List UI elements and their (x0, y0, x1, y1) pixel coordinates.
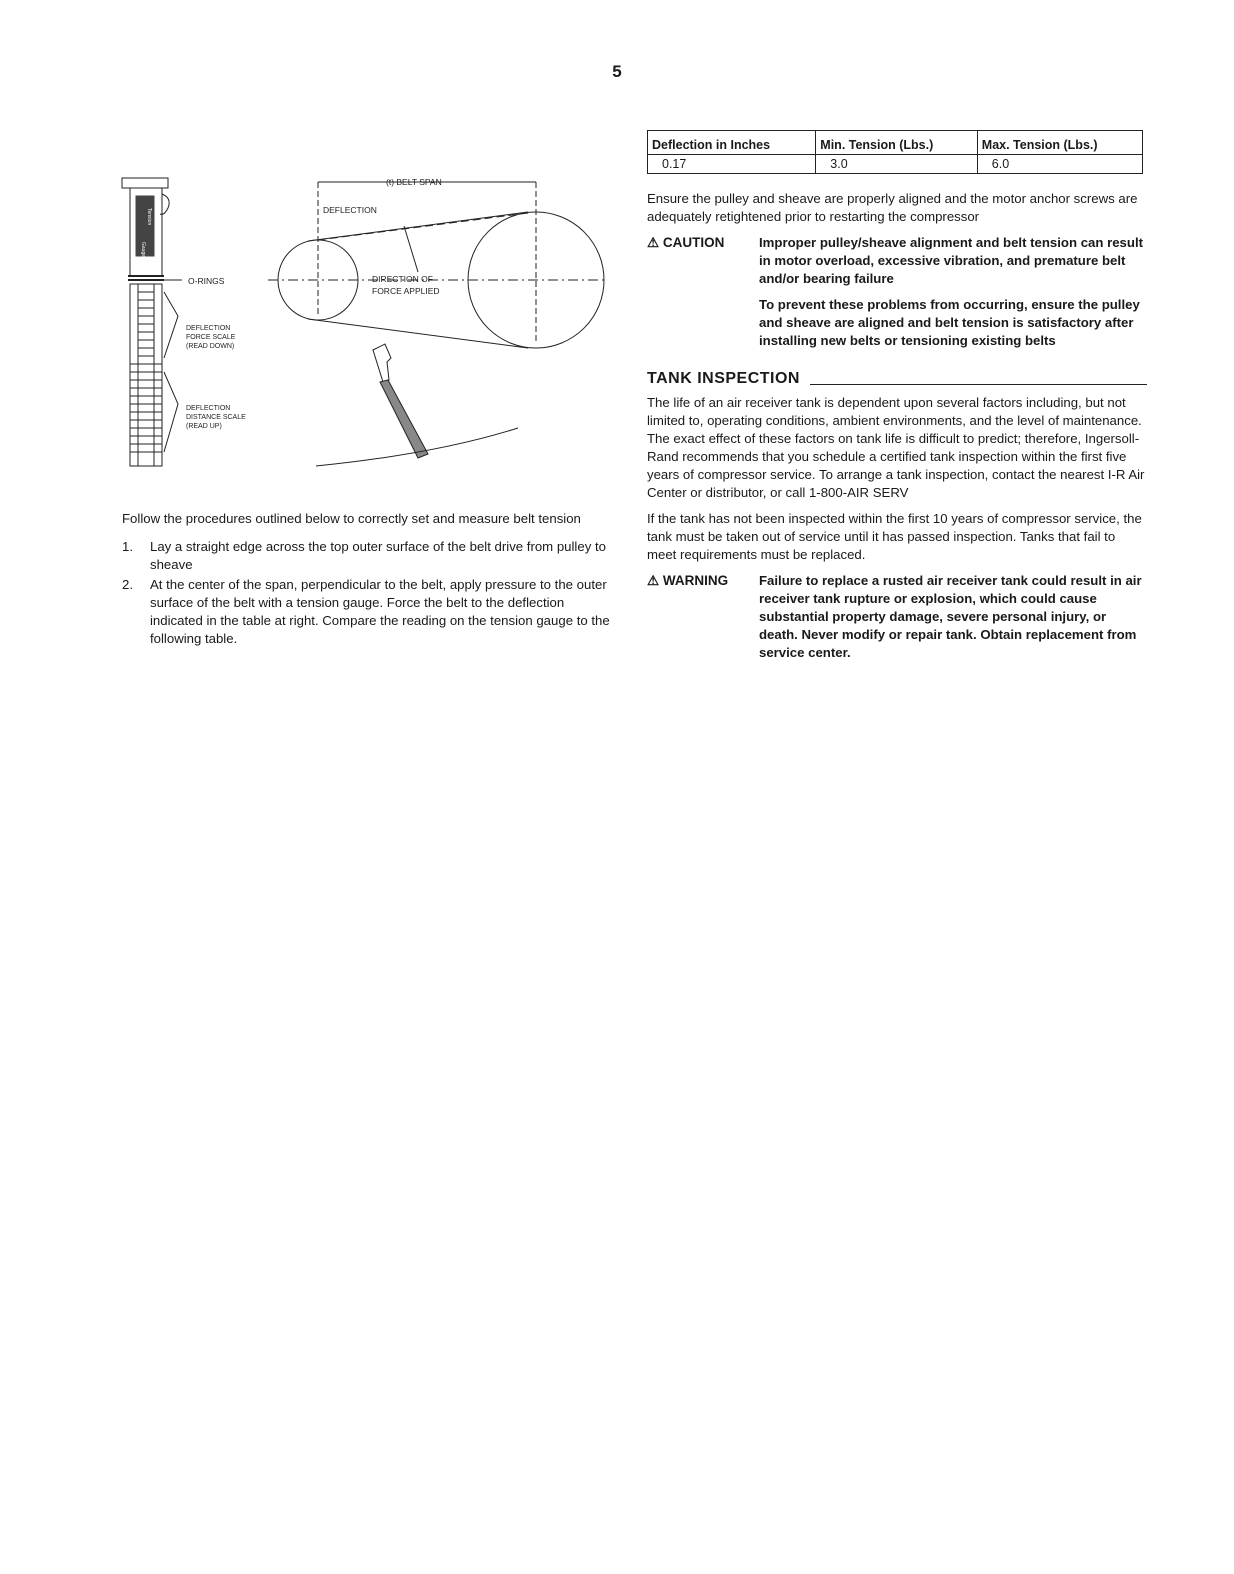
table-cell: 3.0 (816, 155, 977, 174)
caution-text-1: Improper pulley/sheave alignment and belt tension can result in motor overload, excessive vibration, and premature belt and/or bearing failure (759, 235, 1143, 286)
table-row (648, 155, 1143, 174)
deflection-label: DEFLECTION (323, 205, 377, 215)
force-scale-ticks (138, 292, 154, 356)
gauge-clip (160, 194, 169, 214)
applied-gauge-body (380, 380, 428, 458)
o-rings-label: O-RINGS (188, 276, 225, 286)
distance-scale-bracket (164, 372, 178, 452)
gauge-cap (122, 178, 168, 188)
caution-body (759, 234, 1147, 358)
table-header: Deflection in Inches (648, 131, 816, 155)
step-text: At the center of the span, perpendicular to the belt, apply pressure to the outer surface of the belt with a tension gauge. Force the belt to the deflection indicated in the table at right. Compare the reading on the tension gauge to the following table. (150, 577, 610, 646)
force-scale-bracket (164, 292, 178, 358)
distance-scale-label-2: DISTANCE SCALE (186, 414, 246, 421)
step-text: Lay a straight edge across the top outer surface of the belt drive from pulley to sheave (150, 539, 606, 572)
table-cell: 6.0 (977, 155, 1142, 174)
step-number: 1. (122, 539, 133, 554)
caution-label: ⚠ CAUTION (647, 235, 725, 250)
direction-label-1: DIRECTION OF (372, 274, 433, 284)
page-number: 5 (612, 62, 622, 81)
warning-notice (647, 572, 1147, 670)
distance-scale-label-1: DEFLECTION (186, 405, 231, 412)
force-scale-label-2: FORCE SCALE (186, 334, 236, 341)
warning-body (759, 572, 1147, 670)
step-number: 2. (122, 577, 133, 592)
distance-scale-ticks (130, 372, 162, 452)
tension-table (647, 130, 1143, 174)
tank-paragraph-1: The life of an air receiver tank is dependent upon several factors including, but not limited to, operating conditions, ambient environments, and the level of maintenance. The exact effect of these factors on tank life is difficult to predict; therefore, Ingersoll-Rand recommends that you schedule a certified tank inspection within the first five years of compressor service. To arrange a tank inspection, contact the nearest I-R Air Center or distributor, or call 1-800-AIR SERV (647, 395, 1145, 500)
force-scale-label-3: (READ DOWN) (186, 343, 235, 350)
warning-text: Failure to replace a rusted air receiver tank could result in air receiver tank rupture or explosion, which could cause substantial property damage, severe personal injury, or death. Never modify or repair tank. Obtain replacement from service center. (759, 573, 1142, 660)
warning-label: ⚠ WARNING (647, 573, 729, 588)
table-header-row (648, 131, 1143, 155)
table-header: Min. Tension (Lbs.) (816, 131, 977, 155)
caution-notice (647, 234, 1147, 358)
table-header: Max. Tension (Lbs.) (977, 131, 1142, 155)
right-column (647, 130, 1147, 680)
applied-gauge-head (373, 344, 391, 382)
table-cell: 0.17 (648, 155, 816, 174)
distance-scale (130, 364, 162, 466)
list-item (122, 538, 610, 574)
procedure-section (122, 510, 610, 650)
distance-scale-label-3: (READ UP) (186, 423, 222, 430)
straight-edge (318, 213, 528, 240)
direction-label-2: FORCE APPLIED (372, 286, 440, 296)
ensure-alignment-text: Ensure the pulley and sheave are properly aligned and the motor anchor screws are adequately retightened prior to restarting the compressor (647, 191, 1138, 224)
belt-tension-figure (118, 168, 618, 478)
section-rule (810, 384, 1147, 385)
deflection-leader (404, 226, 418, 272)
list-item (122, 576, 610, 648)
caution-text-2: To prevent these problems from occurring, ensure the pulley and sheave are aligned and belt tension is satisfactory after installing new belts or tensioning existing belts (759, 297, 1140, 348)
force-scale-label-1: DEFLECTION (186, 325, 231, 332)
gauge-text-2: Gauge (140, 242, 146, 258)
belt-span-label: (t) BELT SPAN (386, 177, 442, 187)
tank-paragraph-2: If the tank has not been inspected within the first 10 years of compressor service, the tank must be taken out of service until it has passed inspection. Tanks that fail to meet requirements must be replaced. (647, 511, 1142, 562)
tank-inspection-heading (647, 370, 1147, 388)
belt-bottom (308, 319, 528, 348)
belt-drive-diagram (118, 168, 618, 478)
section-title: TANK INSPECTION (647, 370, 800, 387)
gauge-text-1: Tension (146, 208, 152, 226)
procedure-intro: Follow the procedures outlined below to correctly set and measure belt tension (122, 511, 581, 526)
belt-top (308, 212, 528, 241)
procedure-steps (122, 538, 610, 648)
